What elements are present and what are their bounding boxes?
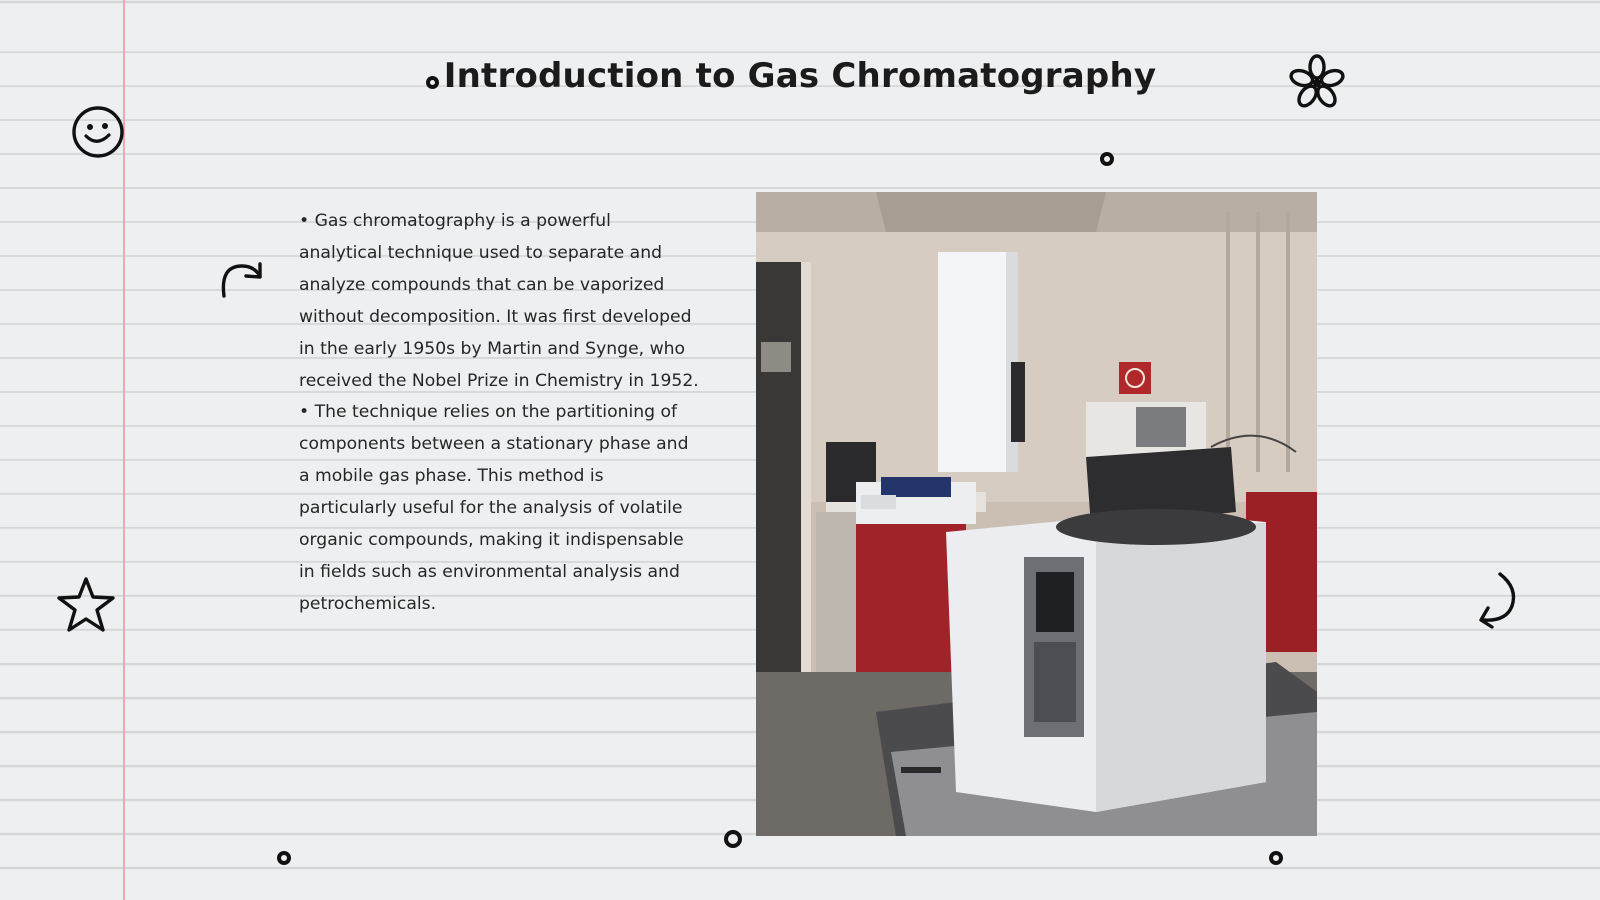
slide-title: Introduction to Gas Chromatography (443, 56, 1157, 96)
paragraph-2: • The technique relies on the partitioning of components between a stationary phase and a mobile gas phase. This method is particularly useful for the analysis of volatile organic compounds, making it indispensable in fields such as environmental analysis and petrochemicals. (299, 402, 689, 614)
gas-chromatograph-photo (756, 192, 1317, 836)
flower-icon (1288, 54, 1346, 112)
curved-arrow-right-icon (218, 258, 268, 300)
decorative-dot (426, 76, 439, 89)
paragraph-1: • Gas chromatography is a powerful analytical technique used to separate and analyze compounds that can be vaporized without decomposition. It was first developed in the early 1950s by Martin and Synge, who received the Nobel Prize in Chemistry in 1952. (299, 211, 699, 391)
curved-arrow-down-left-icon (1476, 570, 1526, 630)
decorative-dot (1269, 851, 1283, 865)
body-text (299, 206, 699, 621)
decorative-dot (1100, 152, 1114, 166)
smiley-icon (70, 103, 126, 161)
decorative-dot (724, 830, 742, 848)
decorative-dot (277, 851, 291, 865)
star-icon (55, 575, 117, 635)
